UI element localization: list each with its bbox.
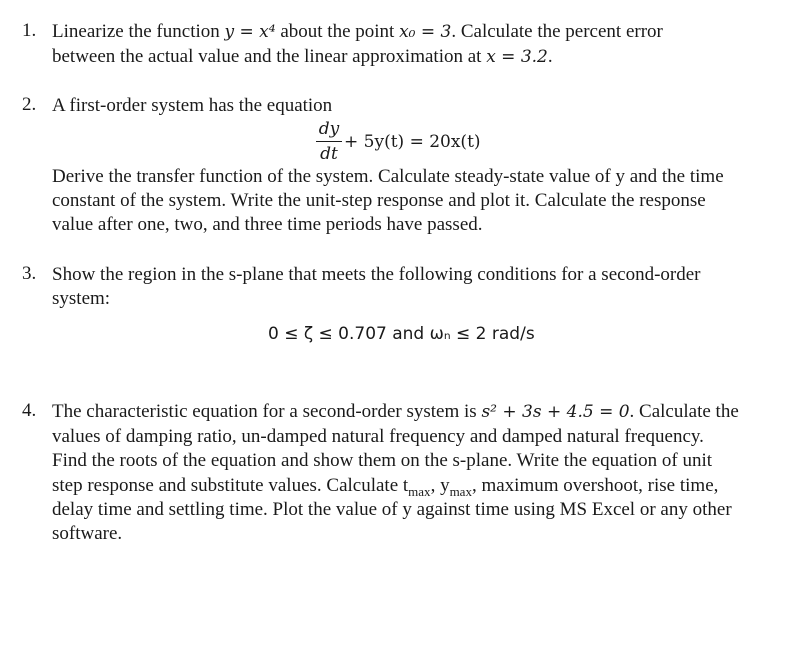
question-number: 2.	[22, 94, 37, 115]
question-text-line: Linearize the function y = x⁴ about the point x₀ = 3. Calculate the percent error	[52, 21, 663, 42]
question-text-line: A first-order system has the equation	[52, 95, 333, 116]
question-text-line: between the actual value and the linear approximation at x = 3.2.	[52, 46, 553, 67]
math-expression: x₀ = 3	[399, 22, 452, 42]
question-text-line: constant of the system. Write the unit-step response and plot it. Calculate the response	[52, 190, 706, 211]
question-text-line: values of damping ratio, un-damped natural frequency and damped natural frequency.	[52, 426, 704, 447]
math-expression: y = x⁴	[224, 22, 276, 42]
question-number: 1.	[22, 20, 37, 41]
math-expression: s² + 3s + 4.5 = 0	[481, 402, 630, 422]
question-number: 3.	[22, 263, 37, 284]
equation-rest: + 5y(t) = 20x(t)	[344, 132, 481, 152]
question-text-line: Derive the transfer function of the system. Calculate steady-state value of y and the time	[52, 166, 724, 187]
question-text-line: Show the region in the s-plane that meets the following conditions for a second-order	[52, 264, 701, 285]
fraction-numerator: dy	[318, 119, 340, 139]
math-expression: x = 3.2	[486, 47, 548, 67]
equation-fraction	[316, 118, 342, 165]
condition-expression: 0 ≤ ζ ≤ 0.707 and ωₙ ≤ 2 rad/s	[268, 324, 535, 344]
fraction-denominator: dt	[320, 144, 338, 164]
fraction-bar	[316, 141, 342, 142]
question-text-line: Find the roots of the equation and show them on the s-plane. Write the equation of unit	[52, 450, 713, 471]
question-text-line: value after one, two, and three time periods have passed.	[52, 214, 483, 235]
question-text-line: software.	[52, 523, 123, 544]
question-text-line: step response and substitute values. Calculate $t_{max}$, $y_{max}$, maximum overshoot, rise time,	[52, 475, 719, 499]
question-text-line: system:	[52, 288, 111, 309]
question-text-line: delay time and settling time. Plot the value of y against time using MS Excel or any other	[52, 499, 732, 520]
question-number: 4.	[22, 400, 37, 421]
question-text-line: The characteristic equation for a second-order system is s² + 3s + 4.5 = 0. Calculate the	[52, 401, 739, 422]
